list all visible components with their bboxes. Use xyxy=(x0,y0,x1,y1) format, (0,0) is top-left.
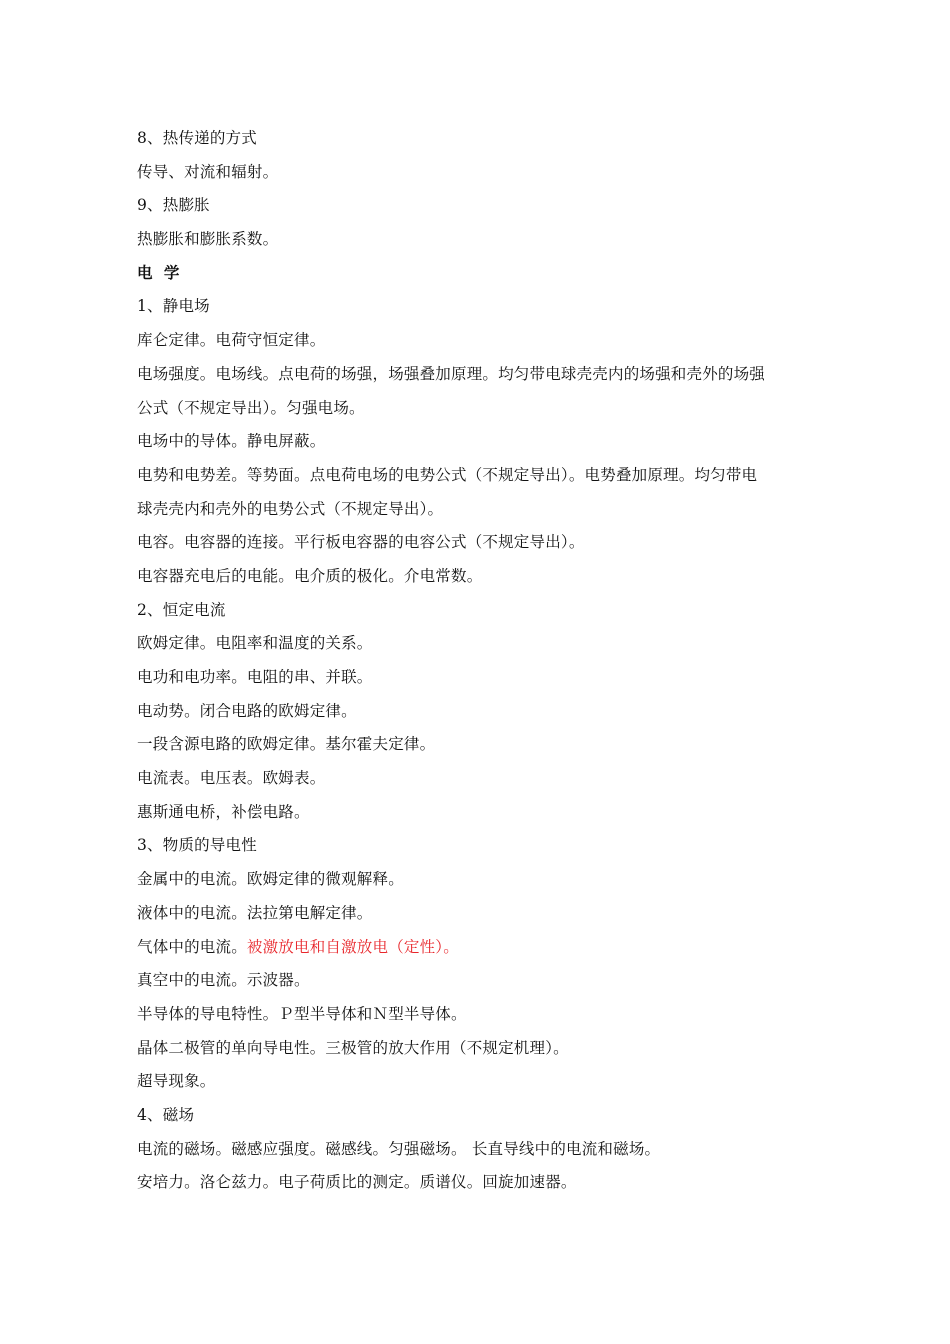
paragraph: 安培力。洛仑兹力。电子荷质比的测定。质谱仪。回旋加速器。 xyxy=(137,1173,577,1192)
paragraph: 半导体的导电特性。Ｐ型半导体和Ｎ型半导体。 xyxy=(137,1004,467,1023)
paragraph: 超导现象。 xyxy=(137,1072,216,1091)
paragraph: 电势和电势差。等势面。点电荷电场的电势公式（不规定导出）。电势叠加原理。均匀带电 xyxy=(137,465,758,484)
paragraph-with-highlight xyxy=(137,931,827,965)
paragraph: 液体中的电流。法拉第电解定律。 xyxy=(137,903,373,922)
paragraph: 金属中的电流。欧姆定律的微观解释。 xyxy=(137,870,404,889)
paragraph: 库仑定律。电荷守恒定律。 xyxy=(137,331,326,350)
section-heading-thermal-expansion: 9、热膨胀 xyxy=(137,196,210,215)
paragraph: 电场中的导体。静电屏蔽。 xyxy=(137,432,326,451)
paragraph: 电容。电容器的连接。平行板电容器的电容公式（不规定导出）。 xyxy=(137,533,585,552)
paragraph-continuation: 球壳壳内和壳外的电势公式（不规定导出）。 xyxy=(137,499,444,518)
document-page xyxy=(137,122,827,1200)
highlighted-text: 被激放电和自激放电（定性）。 xyxy=(246,937,459,956)
paragraph: 惠斯通电桥，补偿电路。 xyxy=(137,802,310,821)
paragraph: 电流的磁场。磁感应强度。磁感线。匀强磁场。 长直导线中的电流和磁场。 xyxy=(137,1139,661,1158)
paragraph: 真空中的电流。示波器。 xyxy=(137,971,310,990)
paragraph: 电流表。电压表。欧姆表。 xyxy=(137,769,326,788)
paragraph-text: 气体中的电流。 xyxy=(137,937,247,956)
paragraph: 电场强度。电场线。点电荷的场强，场强叠加原理。均匀带电球壳壳内的场强和壳外的场强 xyxy=(137,364,766,383)
section-heading-conductivity: 3、物质的导电性 xyxy=(137,836,257,855)
section-heading-electrostatic-field: 1、静电场 xyxy=(137,297,210,316)
section-heading-magnetic-field: 4、磁场 xyxy=(137,1105,195,1124)
paragraph: 电功和电功率。电阻的串、并联。 xyxy=(137,668,373,686)
paragraph: 热膨胀和膨胀系数。 xyxy=(137,230,279,249)
paragraph-continuation: 公式（不规定导出）。匀强电场。 xyxy=(137,398,365,417)
section-heading-steady-current: 2、恒定电流 xyxy=(137,600,226,619)
paragraph: 晶体二极管的单向导电性。三极管的放大作用（不规定机理）。 xyxy=(137,1038,569,1057)
paragraph: 欧姆定律。电阻率和温度的关系。 xyxy=(137,634,373,653)
section-heading-heat-transfer: 8、热传递的方式 xyxy=(137,129,257,147)
chapter-heading-electricity: 电 学 xyxy=(137,263,183,282)
paragraph: 电动势。闭合电路的欧姆定律。 xyxy=(137,701,357,720)
paragraph: 电容器充电后的电能。电介质的极化。介电常数。 xyxy=(137,566,483,585)
paragraph: 一段含源电路的欧姆定律。基尔霍夫定律。 xyxy=(137,735,436,754)
paragraph: 传导、对流和辐射。 xyxy=(137,162,279,181)
